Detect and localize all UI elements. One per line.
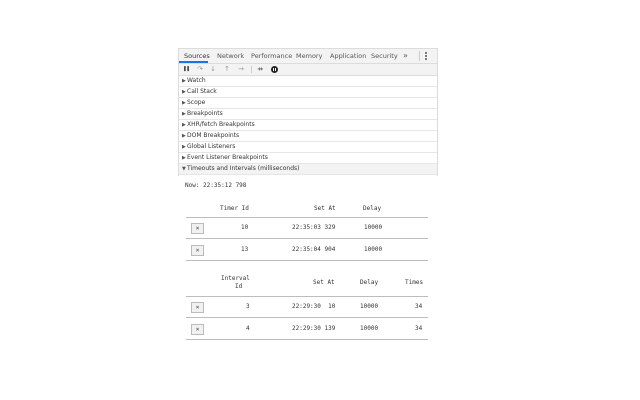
devtools-panel [178, 48, 438, 176]
timers-table [186, 202, 428, 261]
timer-set-at: 22:35:03 329 [292, 224, 336, 231]
table-row [186, 239, 428, 261]
section-xhr-fetch-breakpoints[interactable] [179, 120, 437, 131]
more-tabs-button[interactable]: » [403, 51, 408, 60]
deactivate-breakpoints-icon[interactable]: ⇸ [257, 65, 263, 73]
active-tab-indicator [179, 61, 208, 63]
timer-delay: 10000 [364, 224, 383, 231]
pause-on-exceptions-icon[interactable] [271, 66, 278, 73]
section-label: Global Listeners [187, 143, 236, 150]
kebab-menu-icon[interactable] [419, 51, 430, 61]
collapsed-triangle-icon: ▶ [182, 144, 186, 150]
table-header [186, 202, 428, 218]
tab-performance[interactable]: Performance [251, 52, 293, 60]
tab-application[interactable]: Application [330, 52, 367, 60]
step-over-icon[interactable]: ↷ [197, 65, 203, 73]
interval-id: 3 [246, 303, 250, 310]
table-row [186, 218, 428, 239]
section-call-stack[interactable] [179, 87, 437, 98]
section-dom-breakpoints[interactable] [179, 131, 437, 142]
interval-delay: 10000 [360, 325, 379, 332]
current-time: Now: 22:35:12 798 [185, 182, 247, 189]
section-label: Call Stack [187, 88, 217, 95]
timeouts-intervals-pane [178, 175, 436, 345]
header-interval-id-line1: Interval [221, 275, 250, 282]
collapsed-triangle-icon: ▶ [182, 89, 186, 95]
table-header [186, 272, 428, 297]
collapsed-triangle-icon: ▶ [182, 133, 186, 139]
interval-set-at: 22:29:30 10 [292, 303, 336, 310]
clear-timer-button[interactable]: × [191, 245, 204, 256]
debugger-toolbar [179, 64, 437, 76]
section-label: Breakpoints [187, 110, 223, 117]
devtools-tab-bar [179, 49, 437, 64]
interval-delay: 10000 [360, 303, 379, 310]
toolbar-separator [251, 66, 252, 73]
tab-sources[interactable]: Sources [184, 52, 210, 60]
collapsed-triangle-icon: ▶ [182, 155, 186, 161]
collapsed-triangle-icon: ▶ [182, 122, 186, 128]
collapsed-triangle-icon: ▶ [182, 100, 186, 106]
header-set-at: Set At [314, 205, 336, 212]
header-set-at: Set At [313, 279, 335, 286]
timer-id: 13 [241, 246, 249, 253]
pause-icon[interactable]: ❚❚ [182, 66, 190, 72]
section-watch[interactable] [179, 76, 437, 87]
header-interval-id-line2: Id [235, 283, 243, 290]
header-delay: Delay [360, 279, 379, 286]
expanded-triangle-icon: ▼ [182, 166, 186, 172]
intervals-table [186, 272, 428, 340]
tab-network[interactable]: Network [217, 52, 245, 60]
collapsed-triangle-icon: ▶ [182, 111, 186, 117]
section-label: Timeouts and Intervals (milliseconds) [187, 165, 300, 172]
clear-interval-button[interactable]: × [191, 302, 204, 313]
step-into-icon[interactable]: ↓ [210, 65, 216, 73]
tab-memory[interactable]: Memory [296, 52, 323, 60]
section-breakpoints[interactable] [179, 109, 437, 120]
section-label: Event Listener Breakpoints [187, 154, 268, 161]
section-label: Watch [187, 77, 206, 84]
table-row [186, 318, 428, 340]
timer-id: 10 [241, 224, 249, 231]
interval-times: 34 [415, 325, 423, 332]
section-label: DOM Breakpoints [187, 132, 240, 139]
debugger-sidebar-sections [179, 76, 437, 175]
section-scope[interactable] [179, 98, 437, 109]
interval-times: 34 [415, 303, 423, 310]
table-row [186, 297, 428, 318]
clear-timer-button[interactable]: × [191, 223, 204, 234]
interval-id: 4 [246, 325, 250, 332]
timer-set-at: 22:35:04 904 [292, 246, 336, 253]
step-icon[interactable]: → [238, 65, 244, 73]
header-times: Times [405, 279, 424, 286]
clear-interval-button[interactable]: × [191, 324, 204, 335]
section-timeouts-and-intervals[interactable] [179, 164, 437, 175]
header-delay: Delay [363, 205, 382, 212]
section-global-listeners[interactable] [179, 142, 437, 153]
timer-delay: 10000 [364, 246, 383, 253]
collapsed-triangle-icon: ▶ [182, 78, 186, 84]
interval-set-at: 22:29:30 139 [292, 325, 336, 332]
tab-security[interactable]: Security [371, 52, 398, 60]
section-label: Scope [187, 99, 206, 106]
section-label: XHR/fetch Breakpoints [187, 121, 255, 128]
section-event-listener-breakpoints[interactable] [179, 153, 437, 164]
header-timer-id: Timer Id [220, 205, 249, 212]
step-out-icon[interactable]: ↑ [224, 65, 230, 73]
